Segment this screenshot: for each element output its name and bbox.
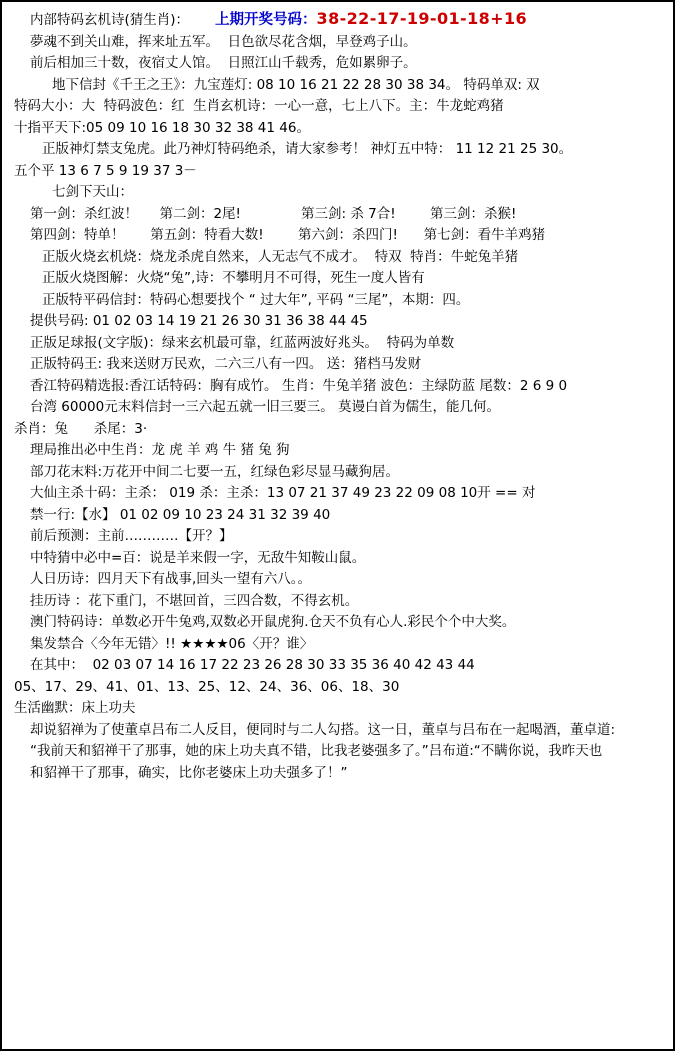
text-line: 禁一行:【水】 01 02 09 10 23 24 31 32 39 40: [30, 506, 331, 523]
text-line: 杀肖：兔 杀尾：3·: [14, 420, 148, 437]
text-line: 集发禁合〈今年无错〉!! ★★★★06〈开？谁〉: [30, 635, 314, 652]
header-row: [8, 6, 667, 32]
text-line: 05、17、29、41、01、13、25、12、24、36、06、18、30: [14, 678, 400, 695]
text-line: 大仙主杀十码：主杀： 019 杀：主杀：13 07 21 37 49 23 22 09 08 10开 == 对: [30, 485, 536, 501]
prize-numbers: 38-22-17-19-01-18+16: [316, 9, 528, 28]
text-line: 澳门特码诗：单数必开牛兔鸡,双数必开鼠虎狗.仓天不负有心人.彩民个个中大奖。: [30, 614, 516, 630]
text-line: 正版特平码信封：特码心想要找个 “ 过大年”, 平码 “三尾”，本期：四。: [42, 291, 470, 308]
text-line: 提供号码: 01 02 03 14 19 21 26 30 31 36 38 44 45: [30, 313, 368, 329]
text-line: 特码大小：大 特码波色：红 生肖玄机诗：一心一意，七上八下。主：牛龙蛇鸡猪: [14, 98, 504, 114]
text-line: 第四剑：特单！ 第五剑：特看大数! 第六剑：杀四门! 第七剑：看牛羊鸡猪: [30, 227, 546, 243]
text-line: 正版足球报(文字版)：绿来玄机最可靠，红蓝两波好兆头。 特码为单数: [30, 334, 455, 351]
text-line: 在其中： 02 03 07 14 16 17 22 23 26 28 30 33 35 36 40 42 43 44: [30, 657, 475, 673]
document-content: [2, 2, 673, 784]
prize-label: 上期开奖号码：: [215, 12, 317, 28]
text-line: 理局推出必中生肖：龙 虎 羊 鸡 牛 猪 兔 狗: [30, 442, 290, 458]
text-line: 夢魂不到关山难，挥来址五军。 日色欲尽花含烟，早登鸡子山。: [30, 33, 417, 50]
text-line: 第一剑：杀红波！ 第二剑：2尾! 第三剑: 杀 7合! 第三剑：杀猴!: [30, 205, 517, 222]
story-line: 和貂禅干了那事，确实，比你老婆床上功夫强多了！”: [30, 764, 348, 781]
text-line: 中特猜中必中=百：说是羊来假一字，无敌牛知鞍山鼠。: [30, 549, 366, 566]
text-line: 人日历诗：四月天下有战事,回头一望有六八。。: [30, 571, 312, 587]
text-line: 生活幽默：床上功夫: [14, 700, 136, 716]
text-line: 台湾 60000元末料信封一三六起五就一旧三要三。 莫谩白首为儒生，能几何。: [30, 399, 501, 415]
text-line: 正版神灯禁支兔虎。此乃神灯特码绝杀，请大家参考！ 神灯五中特： 11 12 21 25 30。: [42, 141, 573, 157]
text-line: 正版特码王: 我来送财万民欢，二六三八有一四。 送：猪档马发财: [30, 356, 422, 372]
text-line: 正版火烧玄机烧：烧龙杀虎自然来，人无志气不成才。 特双 特肖：牛蛇兔羊猪: [42, 248, 519, 265]
text-line: 正版火烧图解：火烧“兔”,诗：不攀明月不可得，死生一度人皆有: [42, 270, 425, 286]
text-line: 香江特码精选报:香江话特码：胸有成竹。 生肖：牛兔羊猪 波色：主绿防蓝 尾数：2 6 9 0: [30, 377, 568, 394]
story-line: 却说貂禅为了使董卓吕布二人反目，便同时与二人勾搭。这一日，董卓与吕布在一起喝酒，董卓道:: [30, 721, 616, 738]
text-line: 七剑下天山：: [52, 184, 133, 200]
prize-block: [215, 8, 527, 32]
text-line: 五个平 13 6 7 5 9 19 37 3－: [14, 162, 197, 179]
text-line: 十指平天下:05 09 10 16 18 30 32 38 41 46。: [14, 119, 310, 136]
text-line: 地下信封《千王之王》：九宝莲灯: 08 10 16 21 22 28 30 38 34。 特码单双: 双: [52, 76, 540, 93]
text-line: 前后预测：主前…………【开？】: [30, 528, 233, 544]
header-title: 内部特码玄机诗(猜生肖)：: [30, 12, 190, 28]
text-line: 挂历诗 ：花下重门，不堪回首，三四合数，不得玄机。: [30, 592, 359, 609]
text-line: 部刀花末料:万花开中间二七要一五，红绿色彩尽显马藏狗居。: [30, 463, 400, 480]
story-line: “我前天和貂禅干了那事，她的床上功夫真不错，比我老婆强多了。”吕布道:“不瞒你说，我昨天也: [30, 743, 603, 759]
text-line: 前后相加三十数，夜宿丈人馆。 日照江山千载秀，危如累卵子。: [30, 55, 417, 71]
